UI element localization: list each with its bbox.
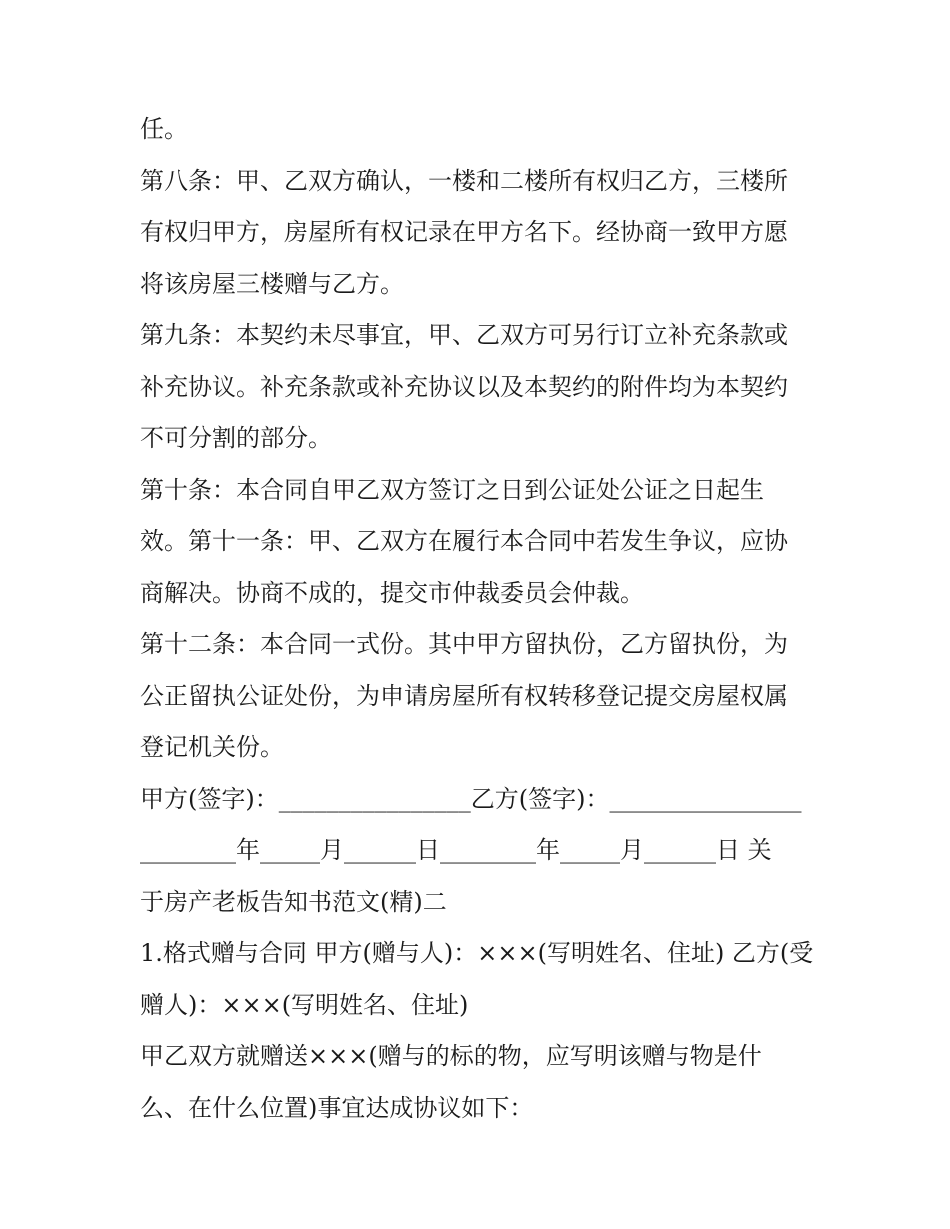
text-line: 赠人)：×××(写明姓名、住址) — [140, 990, 469, 1019]
text-line: 任。 — [140, 115, 188, 143]
text-line: 有权归甲方，房屋所有权记录在甲方名下。经协商一致甲方愿 — [140, 218, 788, 246]
text-line: 第八条：甲、乙双方确认，一楼和二楼所有权归乙方，三楼所 — [140, 166, 788, 195]
text-line: 将该房屋三楼赠与乙方。 — [140, 269, 404, 298]
text-line: 不可分割的部分。 — [140, 424, 332, 452]
text-line: 1.格式赠与合同 甲方(赠与人)：×××(写明姓名、住址) 乙方(受 — [140, 939, 814, 967]
text-line: 第十二条：本合同一式份。其中甲方留执份，乙方留执份，为 — [140, 630, 788, 658]
signature-line: 甲方(签字)：________________乙方(签字)：________________ — [140, 784, 802, 813]
text-line: 第九条：本契约未尽事宜，甲、乙双方可另行订立补充条款或 — [140, 321, 788, 349]
text-line: 效。第十一条：甲、乙双方在履行本合同中若发生争议，应协 — [140, 527, 788, 555]
text-line: 公正留执公证处份，为申请房屋所有权转移登记提交房屋权属 — [140, 681, 788, 710]
text-line: 商解决。协商不成的，提交市仲裁委员会仲裁。 — [140, 578, 644, 607]
document-page — [140, 104, 830, 1134]
text-line: 登记机关份。 — [140, 733, 284, 761]
section-heading: 于房产老板告知书范文(精)二 — [140, 887, 447, 916]
text-line: 第十条：本合同自甲乙双方签订之日到公证处公证之日起生 — [140, 475, 764, 504]
date-line: ________年_____月______日________年_____月______日 关 — [140, 836, 772, 864]
text-line: 补充协议。补充条款或补充协议以及本契约的附件均为本契约 — [140, 372, 788, 401]
text-line: 甲乙双方就赠送×××(赠与的标的物，应写明该赠与物是什 — [140, 1042, 762, 1070]
text-line: 么、在什么位置)事宜达成协议如下： — [140, 1093, 534, 1122]
